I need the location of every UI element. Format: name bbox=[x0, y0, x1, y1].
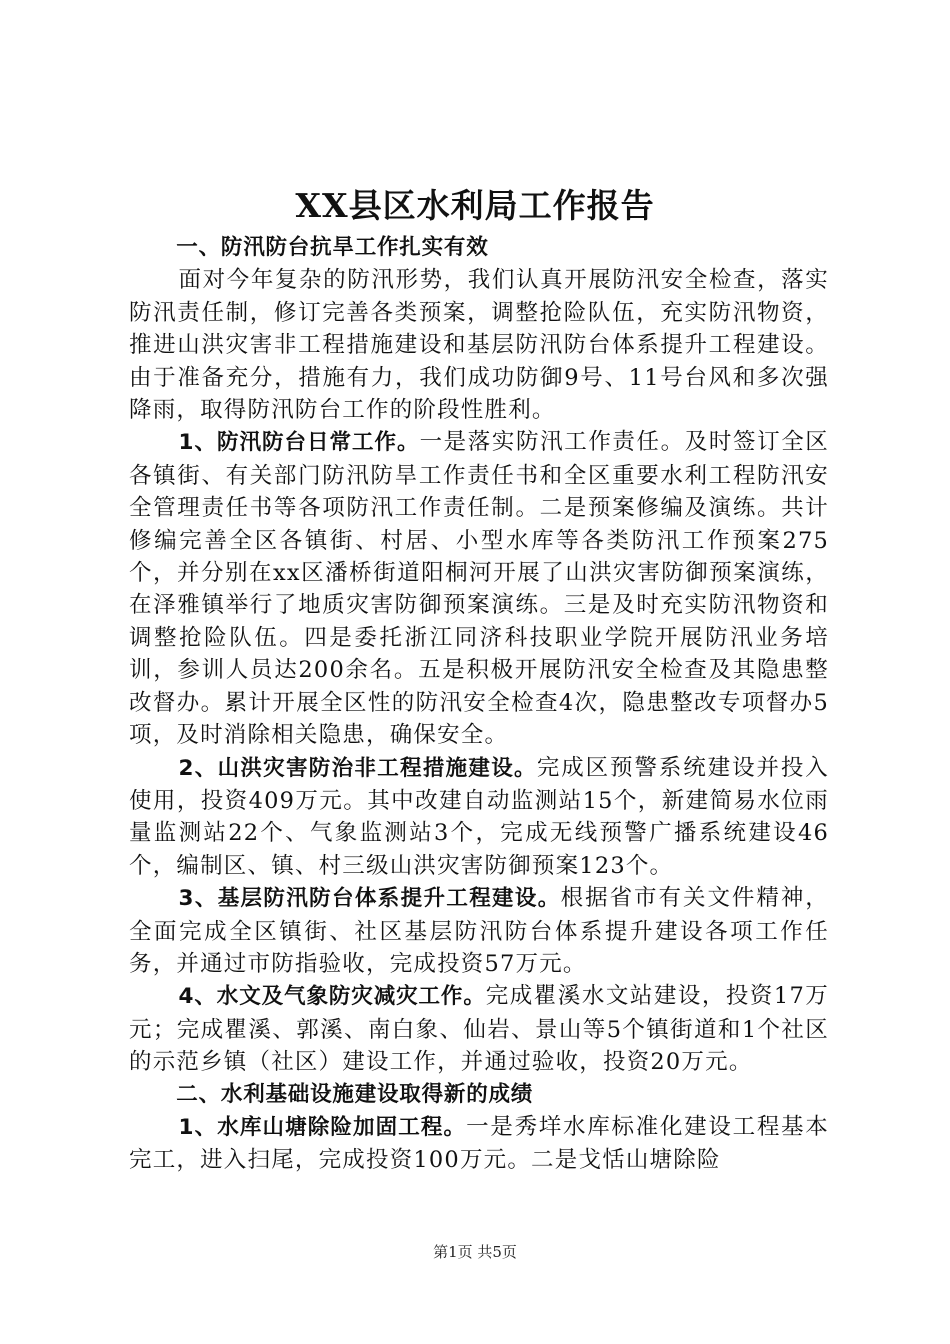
item-lead: 3、基层防汛防台体系提升工程建设。 bbox=[178, 886, 561, 912]
document-title: XX县区水利局工作报告 bbox=[295, 186, 655, 225]
item-lead: 1、防汛防台日常工作。 bbox=[178, 430, 420, 456]
page-number-footer: 第1页 共5页 bbox=[433, 1243, 517, 1261]
section-1-item-3 bbox=[129, 882, 829, 980]
item-text: 根据省市有关文件精神，全面完成全区镇街、社区基层防汛防台体系提升建设各项工作任务，并通过市防指验收，完成投资57万元。 bbox=[129, 885, 829, 977]
item-lead: 4、水文及气象防灾减灾工作。 bbox=[178, 984, 486, 1010]
section-2-item-1 bbox=[129, 1111, 829, 1177]
document-body bbox=[129, 232, 829, 1177]
section-heading-2: 二、水利基础设施建设取得新的成绩 bbox=[176, 1081, 534, 1107]
item-text: 完成区预警系统建设并投入使用，投资409万元。其中改建自动监测站15个，新建简易水位雨量监测站22个、气象监测站3个，完成无线预警广播系统建设46个，编制区、镇、村三级山洪灾害防御预案123个。 bbox=[129, 754, 829, 879]
item-lead: 2、山洪灾害防治非工程措施建设。 bbox=[178, 755, 537, 781]
item-text: 一是落实防汛工作责任。及时签订全区各镇街、有关部门防汛防旱工作责任书和全区重要水利工程防汛安全管理责任书等各项防汛工作责任制。二是预案修编及演练。共计修编完善全区各镇街、村居、小型水库等各类防汛工作预案275个，并分别在xx区潘桥街道阳桐河开展了山洪灾害防御预案演练，在泽雅镇举行了地质灾害防御预案演练。三是及时充实防汛物资和调整抢险队伍。四是委托浙江同济科技职业学院开展防汛业务培训，参训人员达200余名。五是积极开展防汛安全检查及其隐患整改督办。累计开展全区性的防汛安全检查4次，隐患整改专项督办5项，及时消除相关隐患，确保安全。 bbox=[129, 429, 830, 749]
section-1-item-4 bbox=[129, 980, 829, 1078]
item-lead: 1、水库山塘除险加固工程。 bbox=[178, 1114, 467, 1140]
section-1-item-1 bbox=[129, 426, 829, 751]
item-text: 完成瞿溪水文站建设，投资17万元；完成瞿溪、郭溪、南白象、仙岩、景山等5个镇街道和1个社区的示范乡镇（社区）建设工作，并通过验收，投资20万元。 bbox=[129, 983, 829, 1076]
item-text: 一是秀垟水库标准化建设工程基本完工，进入扫尾，完成投资100万元。二是戈恬山塘除险 bbox=[129, 1113, 829, 1174]
section-heading-1: 一、防汛防台抗旱工作扎实有效 bbox=[176, 235, 489, 260]
section-1-item-2 bbox=[129, 752, 829, 883]
section-1-intro-paragraph: 面对今年复杂的防汛形势，我们认真开展防汛安全检查，落实防汛责任制，修订完善各类预案，调整抢险队伍，充实防汛物资，推进山洪灾害非工程措施建设和基层防汛防台体系提升工程建设。由于准备充分，措施有力，我们成功防御9号、11号台风和多次强降雨，取得防汛防台工作的阶段性胜利。 bbox=[129, 267, 829, 424]
